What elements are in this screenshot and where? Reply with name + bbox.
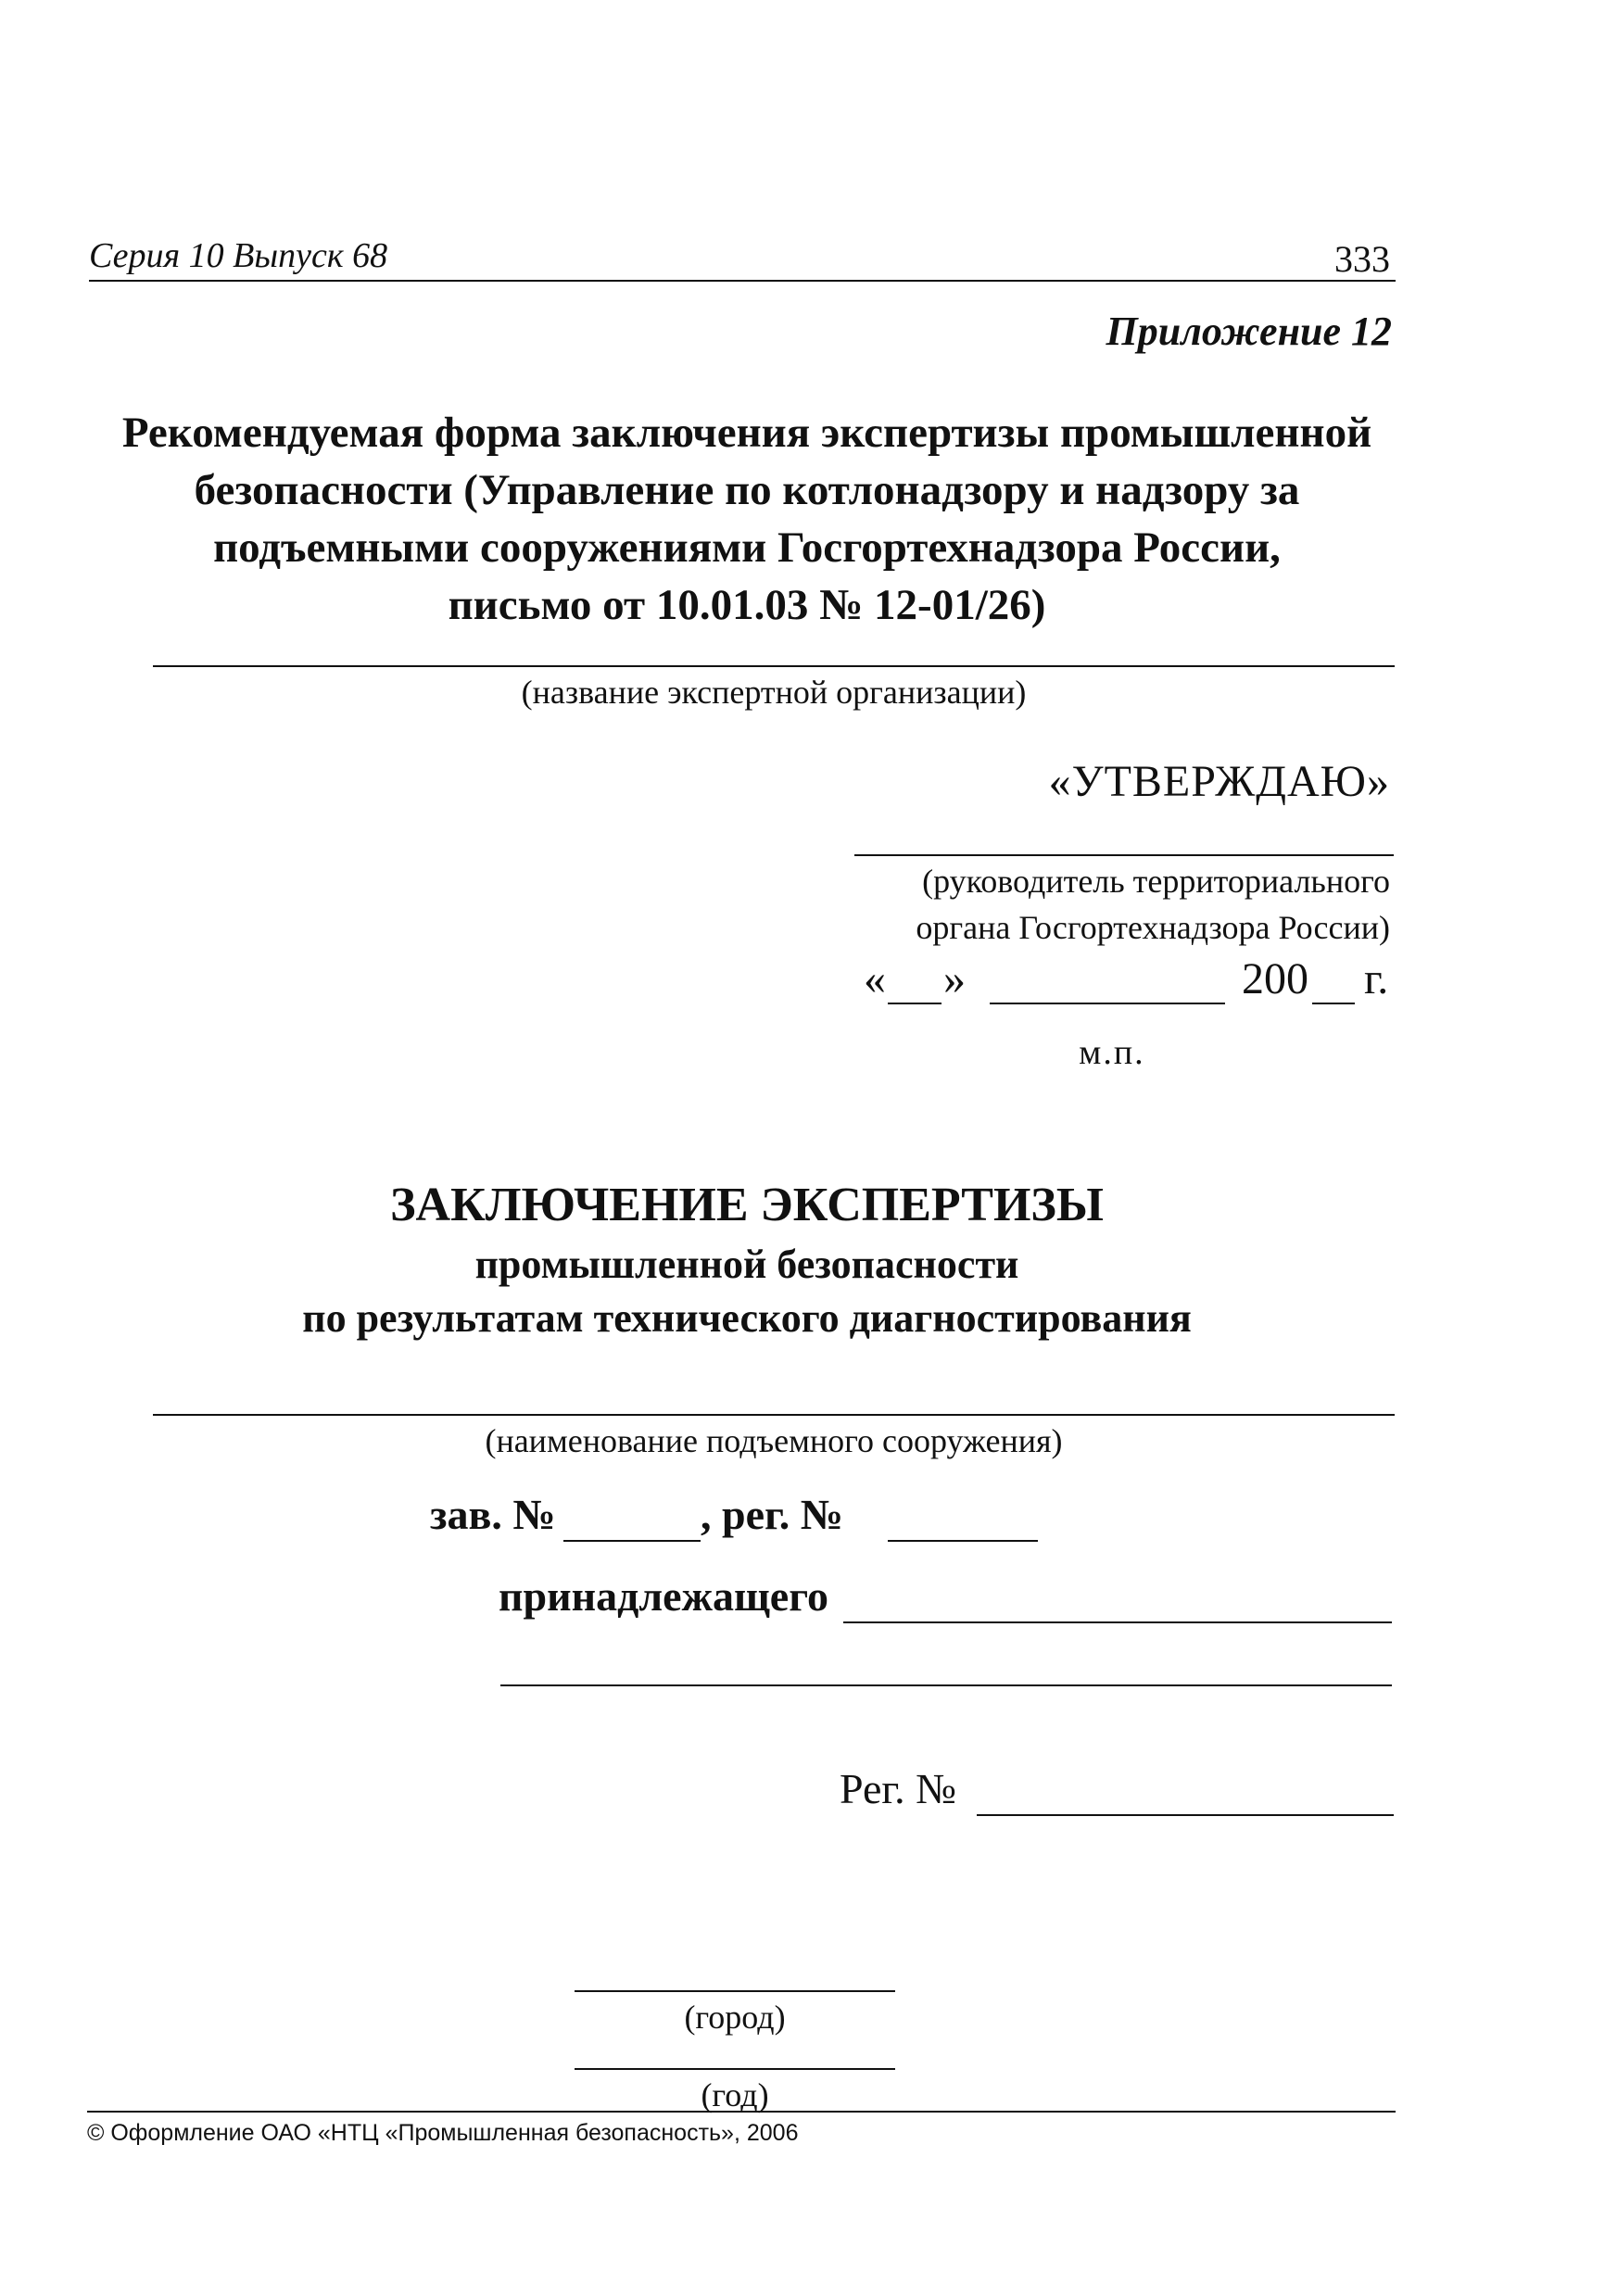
form-title-line: письмо от 10.01.03 № 12-01/26) <box>448 581 1046 629</box>
reg-no-label: , рег. № <box>701 1491 843 1538</box>
year-prefix: 200 <box>1242 954 1308 1003</box>
reg-field[interactable] <box>977 1814 1394 1816</box>
form-title-line: безопасности (Управление по котлонадзору и надзору за <box>194 466 1300 514</box>
form-title-line: подъемными сооружениями Госгортехнадзора России, <box>213 524 1281 572</box>
year-field-bottom[interactable] <box>575 2068 895 2070</box>
org-name-field[interactable] <box>153 665 1395 667</box>
reg-label: Рег. № <box>840 1765 956 1812</box>
date-close-quote: » <box>943 954 966 1003</box>
object-name-caption: (наименование подъемного сооружения) <box>485 1422 1063 1459</box>
conclusion-subtitle: промышленной безопасности <box>474 1242 1019 1287</box>
org-name-caption: (название экспертной организации) <box>521 674 1027 711</box>
owner-label: принадлежащего <box>499 1572 828 1620</box>
day-field[interactable] <box>888 1003 942 1004</box>
form-title-line: Рекомендуемая форма заключения экспертизы промышленной <box>121 409 1372 457</box>
form-title <box>93 404 1401 634</box>
approver-role <box>834 858 1390 951</box>
seal-mark: м.п. <box>1079 1033 1145 1072</box>
conclusion-subtitle: по результатам технического диагностирования <box>302 1295 1192 1341</box>
header-rule <box>89 280 1396 282</box>
owner-field-continuation[interactable] <box>500 1684 1392 1686</box>
footer-rule <box>87 2111 1396 2113</box>
series-label: Серия 10 Выпуск 68 <box>89 236 388 275</box>
appendix-label: Приложение 12 <box>1106 309 1392 354</box>
factory-no-label: зав. № <box>430 1491 556 1538</box>
approver-role-line: органа Госгортехнадзора России) <box>916 909 1390 946</box>
factory-no-field[interactable] <box>563 1540 701 1542</box>
page-number: 333 <box>1334 238 1390 280</box>
year-field[interactable] <box>1312 1003 1355 1004</box>
approver-signature-field[interactable] <box>854 854 1394 856</box>
reg-no-field[interactable] <box>888 1540 1038 1542</box>
month-field[interactable] <box>990 1003 1225 1004</box>
conclusion-title: ЗАКЛЮЧЕНИЕ ЭКСПЕРТИЗЫ <box>390 1179 1104 1231</box>
year-caption: (год) <box>701 2076 769 2113</box>
copyright-footer: © Оформление ОАО «НТЦ «Промышленная безопасность», 2006 <box>87 2120 799 2146</box>
approval-title: «УТВЕРЖДАЮ» <box>1048 757 1390 806</box>
city-caption: (город) <box>684 1999 786 2036</box>
object-name-field[interactable] <box>153 1414 1395 1416</box>
owner-field[interactable] <box>843 1621 1392 1623</box>
year-suffix: г. <box>1364 954 1389 1003</box>
conclusion-heading <box>93 1173 1401 1345</box>
city-field[interactable] <box>575 1990 895 1992</box>
approval-date <box>834 951 1396 1006</box>
date-open-quote: « <box>864 954 886 1003</box>
approver-role-line: (руководитель территориального <box>922 863 1390 900</box>
